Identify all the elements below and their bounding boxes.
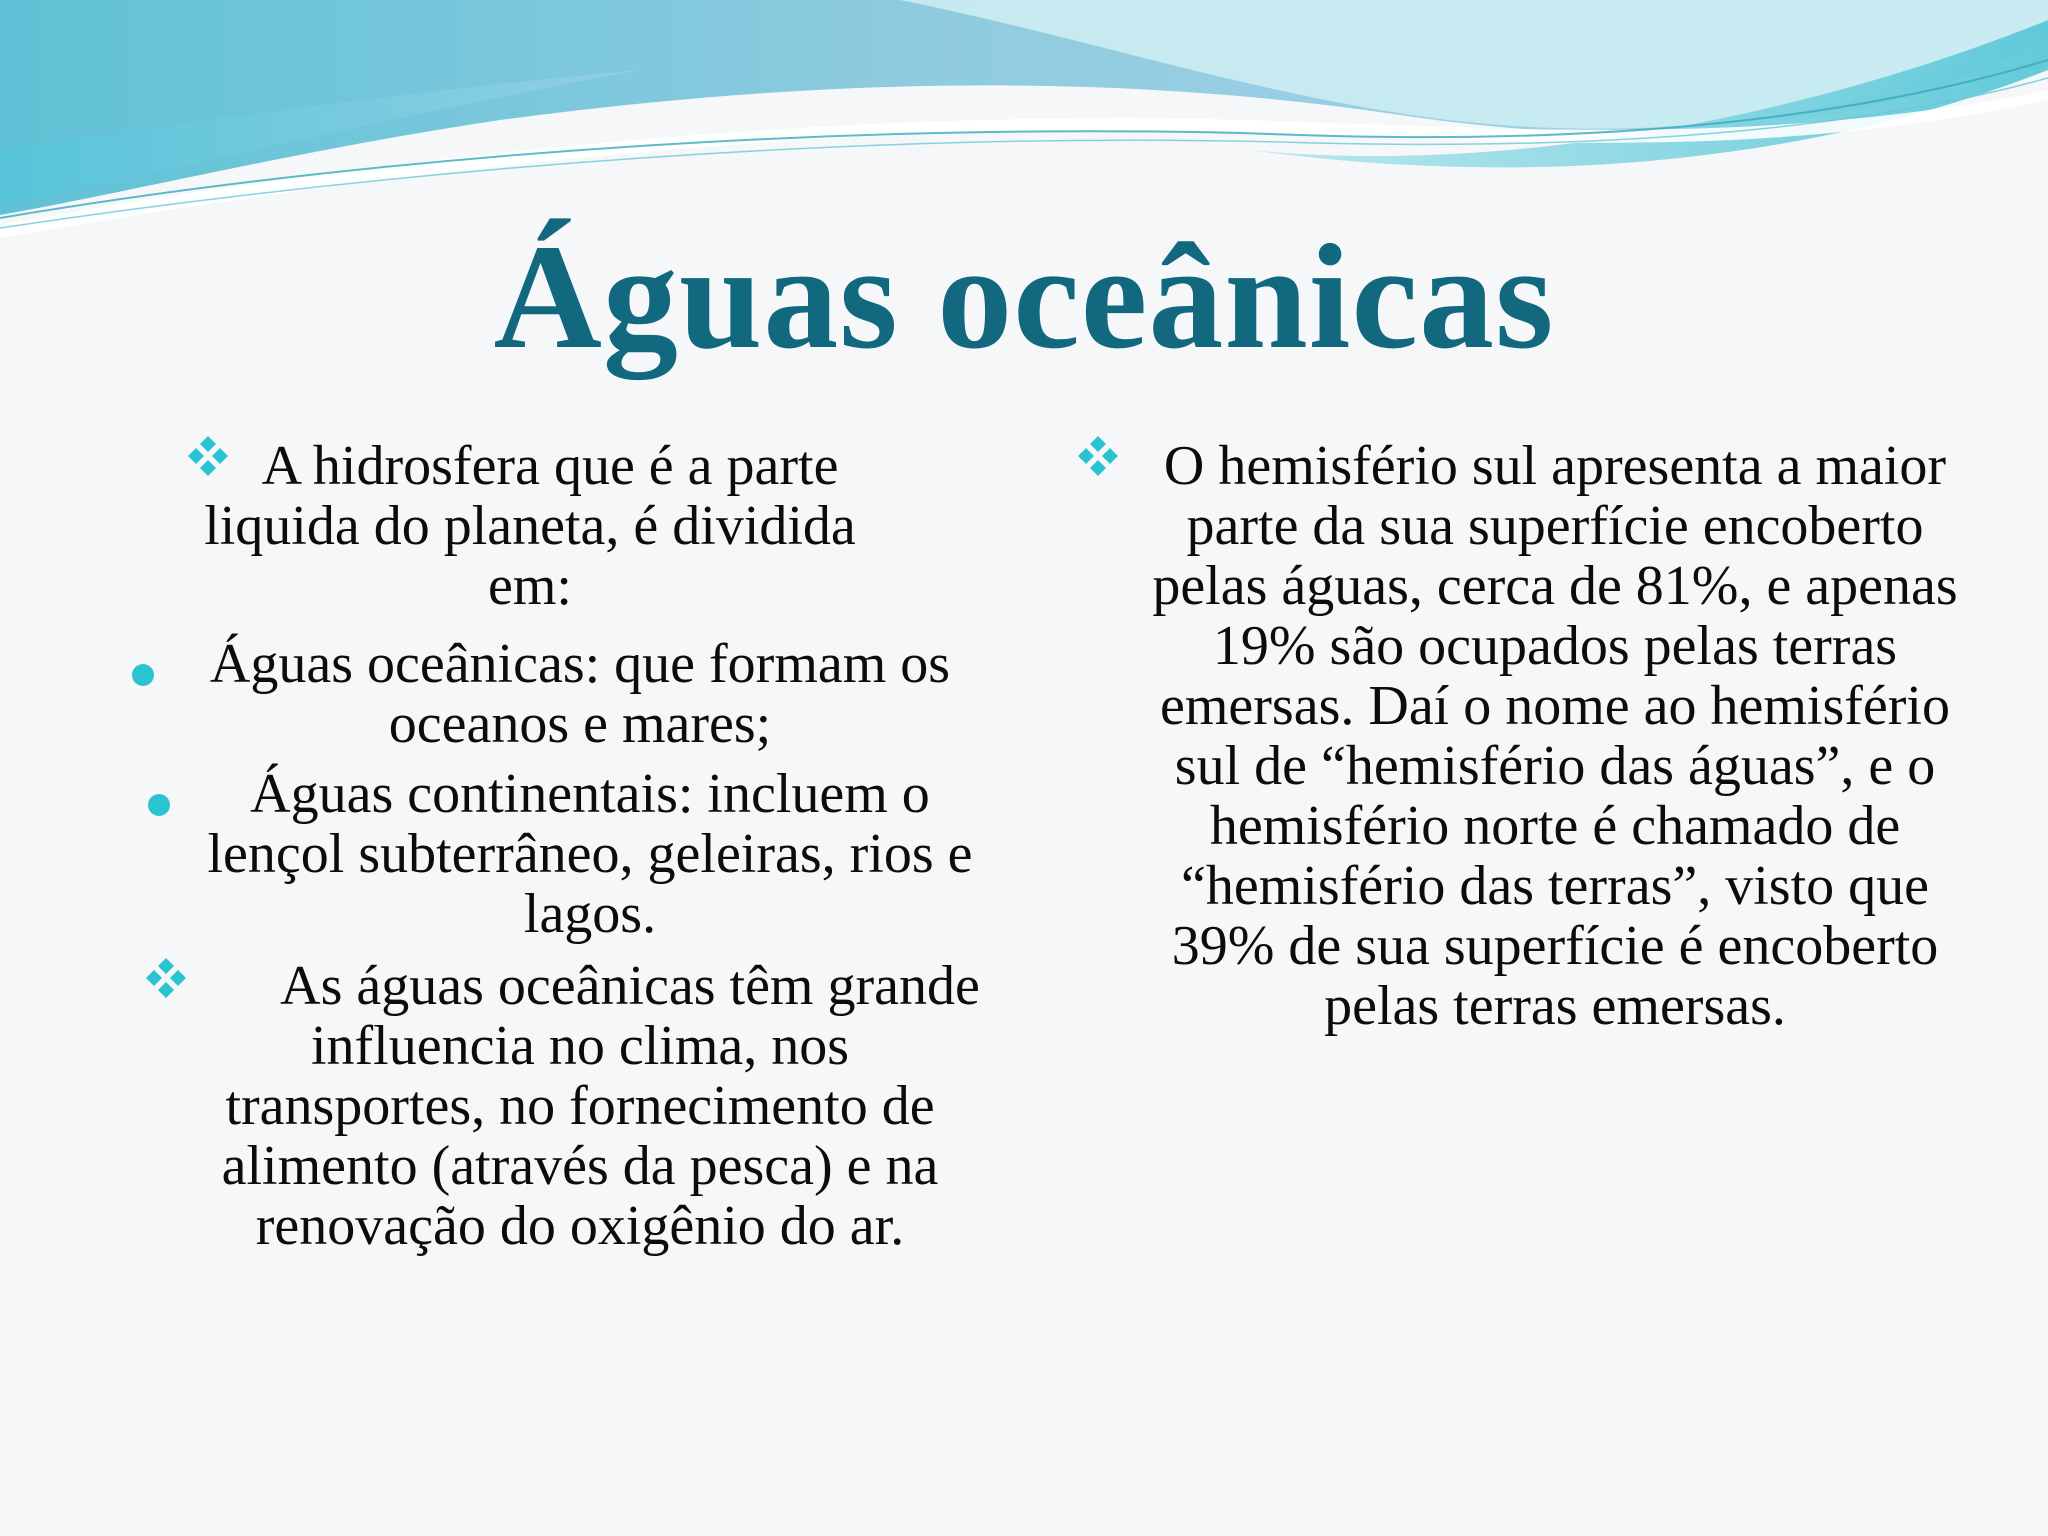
left-paragraph-2 xyxy=(120,634,1000,754)
round-dot-bullet-icon xyxy=(148,794,170,816)
left-paragraph-3-text: Águas continentais: incluem o lençol subterrâneo, geleiras, rios e lagos. xyxy=(207,763,973,945)
four-diamond-bullet-icon xyxy=(186,434,230,478)
left-paragraph-1-text: A hidrosfera que é a parte liquida do planeta, é dividida em: xyxy=(204,435,856,617)
right-paragraph-1-text: O hemisfério sul apresenta a maior parte da sua superfície encoberto pelas águas, cerca de 81%, e apenas 19% são ocupados pelas terras emersas. Daí o nome ao hemisfério sul de “hemisfério das águas”, e o hemisfério norte é chamado de “hemisfério das terras”, visto que 39% de sua superfície é encoberto pelas terras emersas. xyxy=(1152,435,1958,1037)
right-column xyxy=(1070,436,1980,1036)
left-paragraph-1 xyxy=(120,436,1000,616)
right-paragraph-1 xyxy=(1070,436,1980,1036)
four-diamond-bullet-icon xyxy=(144,956,188,1000)
left-column xyxy=(120,436,1000,1256)
left-paragraph-3 xyxy=(120,764,1000,944)
round-dot-bullet-icon xyxy=(132,664,154,686)
left-paragraph-4-text: As águas oceânicas têm grande influencia no clima, nos transportes, no fornecimento de alimento (através da pesca) e na renovação do oxigênio do ar. xyxy=(221,955,980,1257)
slide-title: Águas oceânicas xyxy=(493,214,1555,380)
left-paragraph-4 xyxy=(120,956,1000,1256)
left-paragraph-2-text: Águas oceânicas: que formam os oceanos e mares; xyxy=(209,633,951,755)
four-diamond-bullet-icon xyxy=(1076,434,1120,478)
